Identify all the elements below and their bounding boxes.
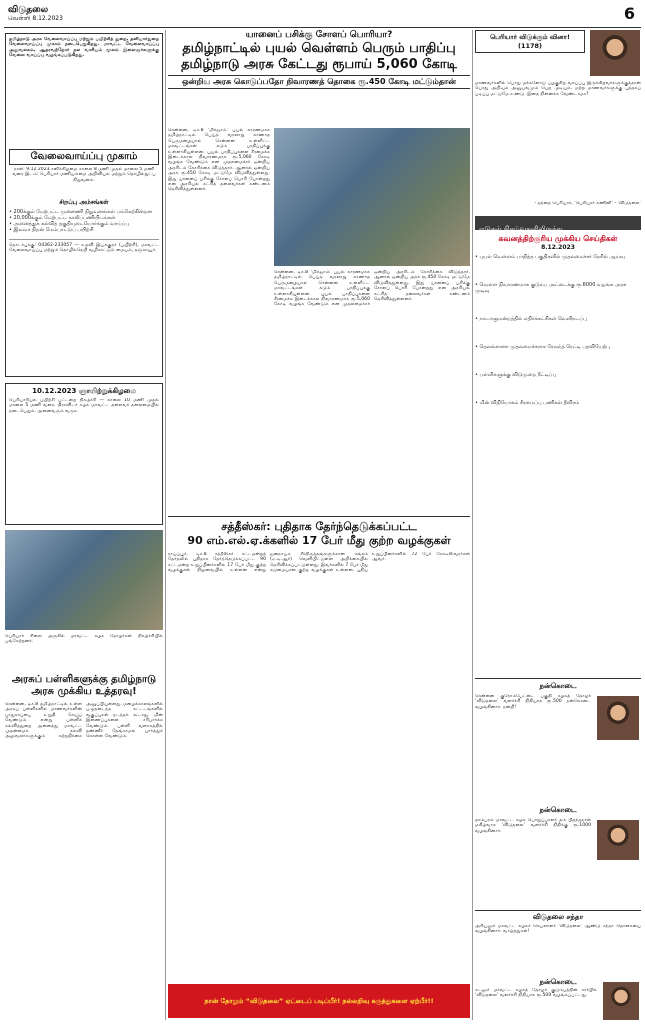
story-2-title-2: 90 எம்.எல்.ஏ.க்களில் 17 பேர் மீது குற்ற வழக்குகள் (187, 534, 451, 547)
box-title: பெரியார் விடுக்கும் வினா! (1178) (475, 30, 585, 53)
story-2-body: ராய்ப்பூர், டிச.8 சத்தீஸ்கர் சட்டமன்றத் தேர்தலில் புதிதாக தேர்ந்தெடுக்கப்பட்ட 90 சட்டமன்ற உறுப்பினர்களில் 17 பேர் மீது குற்ற வழக்குகள் நிலுவையில் உள்ளன என்று ஜனநாயக சீர்திருத்தங்களுக்கான சங்கம் (ஏ.டி.ஆர்) வெளியிட்டுள்ள அறிக்கையில் தெரிவிக்கப்பட்டுள்ளது. இவர்களில் 7 பேர் மீது கடுமையான குற்ற வழக்குகள் உள்ளன. புதிய உறுப்பினர்களில் 72 பேர் கோடீஸ்வரர்கள் ஆவர். (168, 552, 470, 574)
donation-2-text: தாம்பரம் மாவட்ட கழக பொறுப்பாளர் தம் பிறந்தநாள் மகிழ்வாக ‘விடுதலை’ வளர்ச்சி நிதிக்கு ரூ.1000 வழங்கினார். (475, 818, 591, 834)
feature-item: • 200க்கும் மேற்பட்ட முன்னணி நிறுவனங்கள் பங்கேற்கின்றன (9, 209, 152, 215)
contact-text: தொடர்புக்கு: 04362-233057 — உதவி இயக்குநர் (பயிற்சி), மாவட்ட வேலைவாய்ப்பு மற்றும் தொழில்நெறி வழிகாட்டும் மையம், தஞ்சாவூர். (9, 239, 159, 333)
news-list (475, 254, 641, 406)
features-list (9, 209, 159, 233)
headline-1: தமிழ்நாட்டில் புயல் வெள்ளம் பெரும் பாதிப்பு (182, 41, 456, 56)
news-summary-date: 8.12.2023 (541, 244, 575, 251)
school-news-title: அரசுப் பள்ளிகளுக்கு தமிழ்நாடு அரசு முக்கிய உத்தரவு! (11, 674, 157, 697)
school-news (5, 674, 163, 1014)
subscription-title: விடுதலை சந்தா (532, 913, 584, 921)
masthead (4, 4, 641, 26)
event-title: 10.12.2023 ஞாயிற்றுக்கிழமை (32, 387, 136, 395)
features-title: சிறப்பு அம்சங்கள் (59, 199, 109, 206)
donation-2-title: நன்கொடை (539, 806, 577, 814)
story-2-title: சத்தீஸ்கர்: புதிதாக தேர்ந்தெடுக்கப்பட்ட (221, 520, 417, 533)
announce-text: தமிழ்நாடு அரசு வேலைவாய்ப்பு மற்றும் பயிற்சித் துறை, தனியார்துறை வேலைவாய்ப்பு முகாம் நடைபெறுகிறது. மாவட்ட வேலைவாய்ப்பு அலுவலகம், ஆதரவற்றோர் நல வாரியம் மூலம் இளைஞர்களுக்கு வேலை வாய்ப்பு வழங்கப்படுகிறது. (9, 37, 159, 59)
quote-author: - தந்தை பெரியார், ‘பெரியார் கணினி’ - ‘விடுதலை’ (534, 201, 641, 206)
donation-1-title: நன்கொடை (539, 682, 577, 690)
list-item: • நாடாளுமன்றத்தில் எதிர்க்கட்சிகள் வெளிநடப்பு (475, 316, 587, 322)
list-item: • புயல் வெள்ளம் பாதித்த பகுதிகளில் முதலமைச்சர் நேரில் ஆய்வு (475, 254, 625, 260)
news-summary-head: கவனத்திற்குரிய முக்கிய செய்திகள் (498, 234, 618, 243)
subscription-text: அரியலூர் மாவட்ட கழகச் செயலாளர் ‘விடுதலை’ ஆண்டு சந்தா தொகையை வழங்கினார். வாழ்த்துகள்! (475, 924, 641, 935)
issue-date: வெள்ளி 8.12.2023 (8, 15, 63, 22)
footer-banner (168, 984, 470, 1018)
donor-photo (603, 982, 639, 1020)
masthead-rule (4, 27, 641, 28)
rule-center (168, 516, 470, 517)
footer-banner-text: நான் தோறும் “விடுதலை” ஏட்டைப் படிப்பீர்! நல்லறிவு கருத்துகளை ஏற்பீர்!! (204, 996, 434, 1005)
periyar-box (475, 30, 641, 212)
list-item: • தெலங்கானா முதலமைச்சராக ரேவந்த் ரெட்டி பதவியேற்பு (475, 344, 610, 350)
event-text: பெரியாரியல் பயிற்சி பட்டறை நிகழ்ச்சி — காலை 10 மணி முதல் மாலை 5 மணி வரை. திராவிடர் கழக மாவட்ட தலைவர் தலைமையில் நடைபெறும். அனைவரும் வருக. (9, 398, 159, 414)
school-news-text: சென்னை, டிச.8 தமிழ்நாட்டில் உள்ள அரசுப் பள்ளிகளில் மாணவர்களின் பாதுகாப்பை உறுதி செய்ய வேண்டும் என்று பள்ளிக் கல்வித்துறை அனைத்து மாவட்ட முதன்மைக் கல்வி அலுவலர்களுக்கும் சுற்றறிக்கை அனுப்பியுள்ளது. மழைக்காலங்களில் பழுதடைந்த கட்டடங்களில் வகுப்புகள் நடத்தக் கூடாது. மின் இணைப்புகளை சரிபார்க்க வேண்டும். பள்ளி வளாகத்தில் தண்ணீர் தேங்காமல் பார்த்துக் கொள்ள வேண்டும். (5, 702, 163, 740)
news-summary (475, 234, 641, 674)
rule-right-2 (475, 910, 641, 911)
main-story-body: சென்னை, டிச.8 ‘மிக்ஜாம்’ புயல் காரணமாக தமிழ்நாட்டில் பெய்த வரலாறு காணாத பெருமழையால் சென்னை உள்ளிட்ட மாவட்டங்கள் கடும் பாதிப்புக்கு உள்ளாகியுள்ளன. புயல் பாதிப்புகளை சீரமைக்க இடைக்கால நிவாரணமாக ரூ.5,060 கோடி வழங்க வேண்டும் என முதலமைச்சர் ஒன்றிய அரசிடம் கோரிக்கை விடுத்தார். ஆனால் ஒன்றிய அரசு ரூ.450 கோடி மட்டுமே விடுவித்துள்ளது. இது யானைப் பசிக்கு சோளப் பொரி போன்றது என அரசியல் கட்சித் தலைவர்கள் கண்டனம் தெரிவித்துள்ளனர். (274, 270, 470, 308)
channel-label: ஏடுகள் நிகழ்வுகளிலிருந்து… (475, 216, 641, 230)
donor-photo (597, 696, 639, 740)
donation-1-text: சென்னை குரோம்பேட்டை பகுதி கழகத் தோழர் ‘விடுதலை’ வளர்ச்சி நிதியாக ரூ.500 நன்கொடை வழங்கினார். நன்றி! (475, 694, 591, 710)
job-camp-box (5, 33, 163, 377)
main-story-col1: சென்னை, டிச.8 ‘மிக்ஜாம்’ புயல் காரணமாக தமிழ்நாட்டில் பெய்த வரலாறு காணாத பெருமழையால் சென்னை உள்ளிட்ட மாவட்டங்கள் கடும் பாதிப்புக்கு உள்ளாகியுள்ளன. புயல் பாதிப்புகளை சீரமைக்க இடைக்கால நிவாரணமாக ரூ.5,060 கோடி வழங்க வேண்டும் என முதலமைச்சர் ஒன்றிய அரசிடம் கோரிக்கை விடுத்தார். ஆனால் ஒன்றிய அரசு ரூ.450 கோடி மட்டுமே விடுவித்துள்ளது. இது யானைப் பசிக்கு சோளப் பொரி போன்றது என அரசியல் கட்சித் தலைவர்கள் கண்டனம் தெரிவித்துள்ளனர். (168, 128, 270, 193)
feature-item: • இலவச திறன் மேம்பாட்டுப் பயிற்சி (9, 227, 94, 233)
donation-2 (475, 806, 641, 906)
subhead: ஒன்றிய அரசு கொடுப்பதோ நிவாரணத் தொகை ரூ.450 கோடி மட்டும்தான் (168, 75, 470, 89)
flood-photo (274, 128, 470, 266)
feature-item: • 20,000க்கும் மேற்பட்ட காலிப்பணியிடங்கள் (9, 215, 116, 221)
page-number: 6 (623, 4, 635, 23)
column-divider (472, 30, 473, 1020)
story-2 (168, 520, 470, 975)
subscription-box (475, 913, 641, 975)
headline-2: தமிழ்நாடு அரசு கேட்டது ரூபாய் 5,060 கோடி (181, 57, 457, 72)
periyar-quote: மாணவர்களில் பொது மக்களோடு பழகுகிற வாய்ப்பு இருக்கிறவர்களுக்குத்தான் பொது அறிவும் அனுபவமும் பெற முடியும். மற்ற மாணவர்களுக்கு புத்தகப் படிப்பு மட்டுமே உண்டு. இதை நினைக்க வேண்டாமா? (475, 81, 641, 97)
list-item: • பள்ளிகளுக்கு விடுமுறை நீட்டிப்பு (475, 372, 557, 378)
donation-3-title: நன்கொடை (539, 978, 577, 986)
periyar-portrait (590, 30, 640, 76)
donation-3 (475, 978, 641, 1022)
feature-item: • அனைத்துக் கல்வித் தகுதியுடையோர்க்கும் வாய்ப்பு (9, 221, 130, 227)
paper-name: விடுதலை (8, 5, 49, 15)
camp-title: வேலைவாய்ப்பு முகாம் (9, 149, 159, 165)
rule-right-1 (475, 678, 641, 679)
donation-3-text: கடலூர் மாவட்ட கழகத் தோழர் குடும்பத்தின் சார்பில் ‘விடுதலை’ வளர்ச்சி நிதியாக ரூ.500 வழங்கப்பட்டது. (475, 988, 597, 999)
donation-1 (475, 682, 641, 802)
column-divider (165, 30, 166, 1020)
donor-photo (597, 820, 639, 860)
list-item: • வெள்ள நிவாரணமாக குடும்ப அட்டைக்கு ரூ.6000 வழங்க அரசு முடிவு (475, 282, 627, 294)
list-item: • மின் விநியோகம் சீரமைப்பு பணிகள் தீவிரம் (475, 400, 580, 406)
event-box (5, 383, 163, 525)
camp-details: நாள்: 9.12.2023 சனிக்கிழமை காலை 8 மணி முதல் மாலை 5 மணி வரை இடம்: பெரியார் மணியம்மை அறிவியல் மற்றும் தொழில்நுட்ப நிறுவனம். (12, 167, 156, 183)
photo-caption: பெரியார் சிலை அருகில் மாவட்ட கழக தோழர்கள் நிகழ்ச்சியில் பங்கேற்றனர். (5, 634, 163, 645)
event-photo (5, 530, 163, 630)
kicker: யானைப் பசிக்கு சோளப் பொரியா? (245, 30, 393, 40)
